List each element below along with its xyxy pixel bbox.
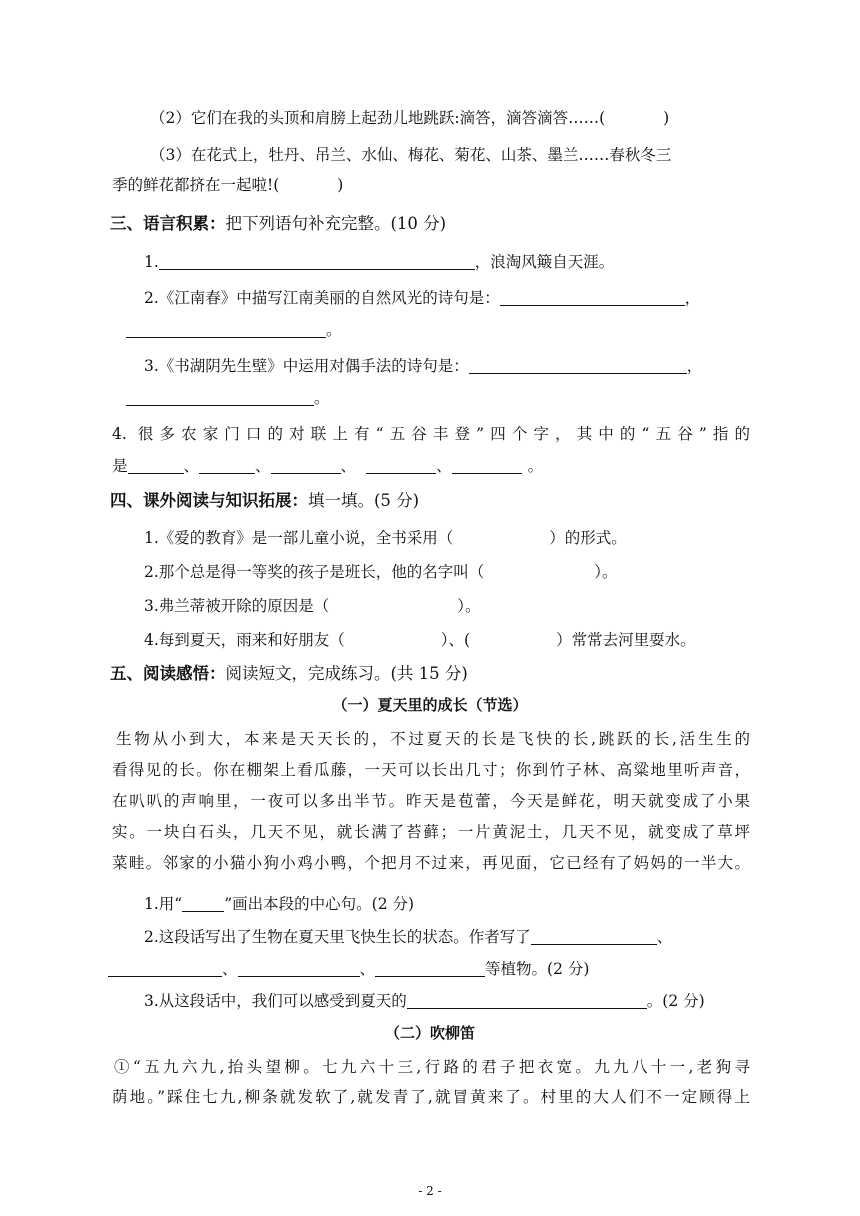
fill-blank[interactable] <box>126 388 314 406</box>
section-5-title: 五、阅读感悟： <box>110 664 226 683</box>
q-punct: 、 <box>255 457 271 475</box>
p1-q2-line2 <box>108 958 589 980</box>
s4-q2 <box>144 561 618 583</box>
section-3-instruction: 把下列语句补充完整。(10 分) <box>225 214 447 233</box>
s3-q2-line2 <box>126 319 342 341</box>
fill-blank[interactable] <box>128 456 184 474</box>
passage-2-line: ①“五九六九,抬头望柳。七九六十三,行路的君子把衣宽。九九八十一,老狗寻 <box>114 1058 750 1076</box>
s3-q1 <box>144 251 614 273</box>
q-number: 1. <box>144 253 159 271</box>
passage-1-line: 在叭叭的声响里，一夜可以多出半节。昨天是苞蕾，今天是鲜花，明天就变成了小果 <box>112 792 750 810</box>
s4-q3 <box>144 595 481 617</box>
p1-q1 <box>144 893 414 915</box>
section-3-title: 三、语言积累： <box>110 214 226 233</box>
fill-blank[interactable] <box>469 356 687 374</box>
q-text: 3.从这段话中，我们可以感受到夏天的 <box>144 992 407 1010</box>
q-text: ）。 <box>457 597 481 615</box>
item-3-text: 季的鲜花都挤在一起啦!( <box>112 176 280 194</box>
q-text: 2.《江南春》中描写江南美丽的自然风光的诗句是： <box>144 289 500 307</box>
q-text: 2.这段话写出了生物在夏天里飞快生长的状态。作者写了 <box>144 928 531 946</box>
fill-blank[interactable] <box>500 288 685 306</box>
section-5-instruction: 阅读短文，完成练习。(共 15 分) <box>225 664 468 683</box>
s4-q4 <box>144 629 696 651</box>
s3-q3 <box>144 355 702 377</box>
q-text: 3.《书湖阴先生壁》中运用对偶手法的诗句是： <box>144 357 469 375</box>
section-4-heading <box>110 489 419 513</box>
section-4-instruction: 填一填。(5 分) <box>308 491 420 510</box>
q-text: 3.弗兰蒂被开除的原因是（ <box>144 597 330 615</box>
passage-2-line: 荫地。”踩住七九,柳条就发软了,就发青了,就冒黄来了。村里的大人们不一定顾得上 <box>112 1088 750 1106</box>
section-3-heading <box>110 212 446 236</box>
item-3-line: （3）在花式上，牡丹、吊兰、水仙、梅花、菊花、山茶、墨兰……春秋冬三 <box>150 146 672 164</box>
fill-blank[interactable] <box>126 320 326 338</box>
passage-1-title: （一）夏天里的成长（节选） <box>332 696 528 714</box>
q-punct: 。 <box>326 321 342 339</box>
q-text: 1.用“ <box>144 895 183 913</box>
q-punct: 、 <box>656 928 673 946</box>
item-2-line <box>150 107 669 129</box>
passage-1-line: 看得见的长。你在棚架上看瓜藤，一天可以长出几寸；你到竹子林、高粱地里听声音， <box>112 761 750 779</box>
passage-1-line: 生物从小到大，本来是天天长的，不过夏天的长是飞快的长,跳跃的长,活生生的 <box>116 730 750 748</box>
fill-blank[interactable] <box>366 456 436 474</box>
section-5-heading <box>110 662 468 686</box>
fill-blank[interactable] <box>238 959 360 977</box>
p1-q2 <box>144 926 672 948</box>
q-punct: 、 <box>359 960 376 978</box>
page-number: - 2 - <box>418 1184 442 1198</box>
q-punct: 、 <box>436 457 452 475</box>
q-text: 是 <box>112 457 128 475</box>
passage-1-line: 菜畦。邻家的小猫小狗小鸡小鸭，个把月不过来，再见面，它已经有了妈妈的一半大。 <box>112 854 750 872</box>
item-3-line-2 <box>112 174 343 196</box>
s3-q3-line2 <box>126 387 330 409</box>
q-text: 等植物。(2 分) <box>485 960 590 978</box>
q-text: ，浪淘风簸自天涯。 <box>474 253 615 271</box>
fill-blank[interactable] <box>407 991 647 1009</box>
item-2-close: ) <box>663 109 670 127</box>
q-punct: 、 <box>222 960 238 978</box>
passage-2-title: （二）吹柳笛 <box>384 1024 475 1042</box>
s4-q1 <box>144 527 627 549</box>
q-punct: 。 <box>527 457 544 475</box>
q-text: ）。 <box>594 563 618 581</box>
q-text: 1.《爱的教育》是一部儿童小说，全书采用（ <box>144 529 454 547</box>
fill-blank[interactable] <box>159 252 475 270</box>
q-text: ）常常去河里耍水。 <box>556 631 696 649</box>
q-text: ）、( <box>440 631 471 649</box>
p1-q3 <box>144 990 705 1012</box>
fill-blank[interactable] <box>375 959 485 977</box>
fill-blank[interactable] <box>531 927 657 945</box>
q-text: 4.每到夏天，雨来和好朋友（ <box>144 631 345 649</box>
s3-q2 <box>144 287 700 309</box>
q-punct: ， <box>686 357 703 375</box>
item-3-close: ) <box>337 176 344 194</box>
fill-blank[interactable] <box>271 456 341 474</box>
s3-q4 <box>112 423 750 445</box>
q-text: 。(2 分) <box>646 992 705 1010</box>
item-2-text: （2）它们在我的头顶和肩膀上起劲儿地跳跃:滴答，滴答滴答……( <box>150 109 606 127</box>
q-text: 2.那个总是得一等奖的孩子是班长，他的名字叫（ <box>144 563 485 581</box>
underline-sample <box>182 894 224 912</box>
q-text: ）的形式。 <box>549 529 627 547</box>
q-text: 4. 很多农家门口的对联上有“五谷丰登”四个字，其中的“五谷”指的 <box>112 425 750 443</box>
q-punct: 。 <box>314 389 330 407</box>
fill-blank[interactable] <box>108 959 222 977</box>
section-4-title: 四、课外阅读与知识拓展： <box>110 491 308 510</box>
s3-q4-line2 <box>112 455 543 477</box>
fill-blank[interactable] <box>452 456 522 474</box>
q-punct: ， <box>684 289 701 307</box>
fill-blank[interactable] <box>199 456 255 474</box>
q-text: ”画出本段的中心句。(2 分) <box>224 895 415 913</box>
q-punct: 、 <box>183 457 200 475</box>
q-punct: 、 <box>340 457 357 475</box>
passage-1-line: 实。一块白石头，几天不见，就长满了苔藓；一片黄泥土，几天不见，就变成了草坪 <box>112 823 750 841</box>
